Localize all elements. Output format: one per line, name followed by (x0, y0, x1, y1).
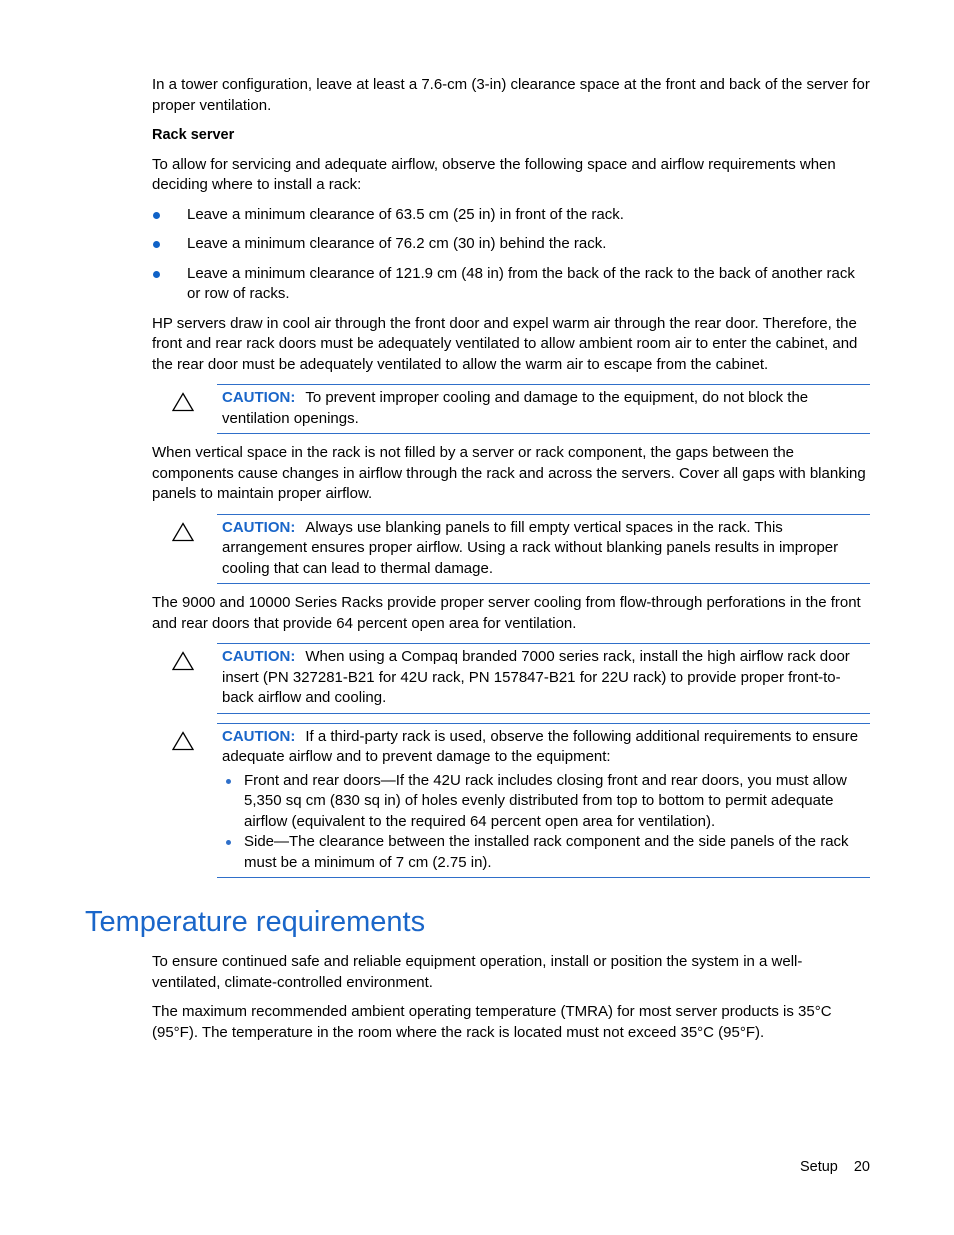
footer-section: Setup (799, 1159, 838, 1175)
tmra-paragraph: The maximum recommended ambient operating temperature (TMRA) for most server products is 35°C (95°F). The temperature in the room where the rack is located must not exceed 35°C (95°F). (152, 1003, 832, 1041)
temperature-content (152, 952, 870, 1052)
series-racks-paragraph: The 9000 and 10000 Series Racks provide proper server cooling from flow-through perforations in the front and rear doors that provide 64 percent open area for ventilation. (152, 594, 861, 632)
list-item: Side—The clearance between the installed rack component and the side panels of the rack must be a minimum of 7 cm (2.75 in). (222, 832, 866, 873)
caution-label: CAUTION: (222, 648, 296, 665)
section-title: Temperature requirements (85, 906, 426, 938)
main-content (152, 75, 870, 887)
caution-block (152, 384, 870, 434)
caution-block (152, 723, 870, 879)
warning-triangle-icon (172, 731, 194, 751)
list-item: Leave a minimum clearance of 121.9 cm (48 in) from the back of the rack to the back of another rack or row of racks. (152, 264, 870, 305)
list-item: Leave a minimum clearance of 63.5 cm (25 in) in front of the rack. (152, 205, 870, 226)
rack-server-heading: Rack server (152, 127, 235, 143)
gaps-paragraph: When vertical space in the rack is not filled by a server or rack component, the gaps between the components cause changes in airflow through the rack and across the servers. Cover all gaps with blanking panels to maintain proper airflow. (152, 444, 866, 502)
caution-text: When using a Compaq branded 7000 series rack, install the high airflow rack door insert (PN 327281-B21 for 42U rack, PN 157847-B21 for 22U rack) to provide proper front-to-back airflow and cooling. (222, 648, 850, 706)
list-item: Leave a minimum clearance of 76.2 cm (30 in) behind the rack. (152, 234, 870, 255)
bullet-icon (226, 779, 231, 784)
bullet-icon (153, 271, 160, 278)
temperature-paragraph: To ensure continued safe and reliable equipment operation, install or position the system in a well-ventilated, climate-controlled environment. (152, 953, 803, 991)
caution-label: CAUTION: (222, 518, 296, 536)
third-party-rack-list (222, 771, 866, 874)
caution-label: CAUTION: (222, 389, 296, 406)
clearance-list (152, 205, 870, 305)
warning-triangle-icon (172, 522, 194, 542)
caution-block (152, 514, 870, 585)
list-item: Front and rear doors—If the 42U rack includes closing front and rear doors, you must allow 5,350 sq cm (830 sq in) of holes evenly distributed from top to bottom to permit adequate airflow (equivalent to the required 64 percent open area for ventilation). (222, 771, 866, 833)
hp-servers-paragraph: HP servers draw in cool air through the front door and expel warm air through the rear door. Therefore, the front and rear rack doors must be adequately ventilated to allow ambient room air to enter the cabinet, and the rear door must be adequately ventilated to allow the warm air to escape from the cabinet. (152, 314, 858, 373)
page-number: 20 (853, 1159, 870, 1175)
bullet-icon (153, 241, 160, 248)
caution-text: If a third-party rack is used, observe the following additional requirements to ensure adequate airflow and to prevent damage to the equipment: (222, 727, 859, 765)
warning-triangle-icon (172, 392, 194, 412)
bullet-icon (153, 212, 160, 219)
warning-triangle-icon (172, 651, 194, 671)
bullet-icon (226, 840, 231, 845)
caution-block (152, 643, 870, 714)
rack-intro-paragraph: To allow for servicing and adequate airflow, observe the following space and airflow requirements when deciding where to install a rack: (152, 155, 836, 193)
caution-text: Always use blanking panels to fill empty vertical spaces in the rack. This arrangement ensures proper airflow. Using a rack without blanking panels results in improper cooling that can lead to thermal damage. (222, 518, 839, 577)
caution-text: To prevent improper cooling and damage to the equipment, do not block the ventilation openings. (222, 389, 809, 427)
caution-label: CAUTION: (222, 727, 296, 745)
page-footer (800, 1157, 870, 1178)
intro-paragraph: In a tower configuration, leave at least a 7.6-cm (3-in) clearance space at the front and back of the server for proper ventilation. (152, 76, 870, 114)
